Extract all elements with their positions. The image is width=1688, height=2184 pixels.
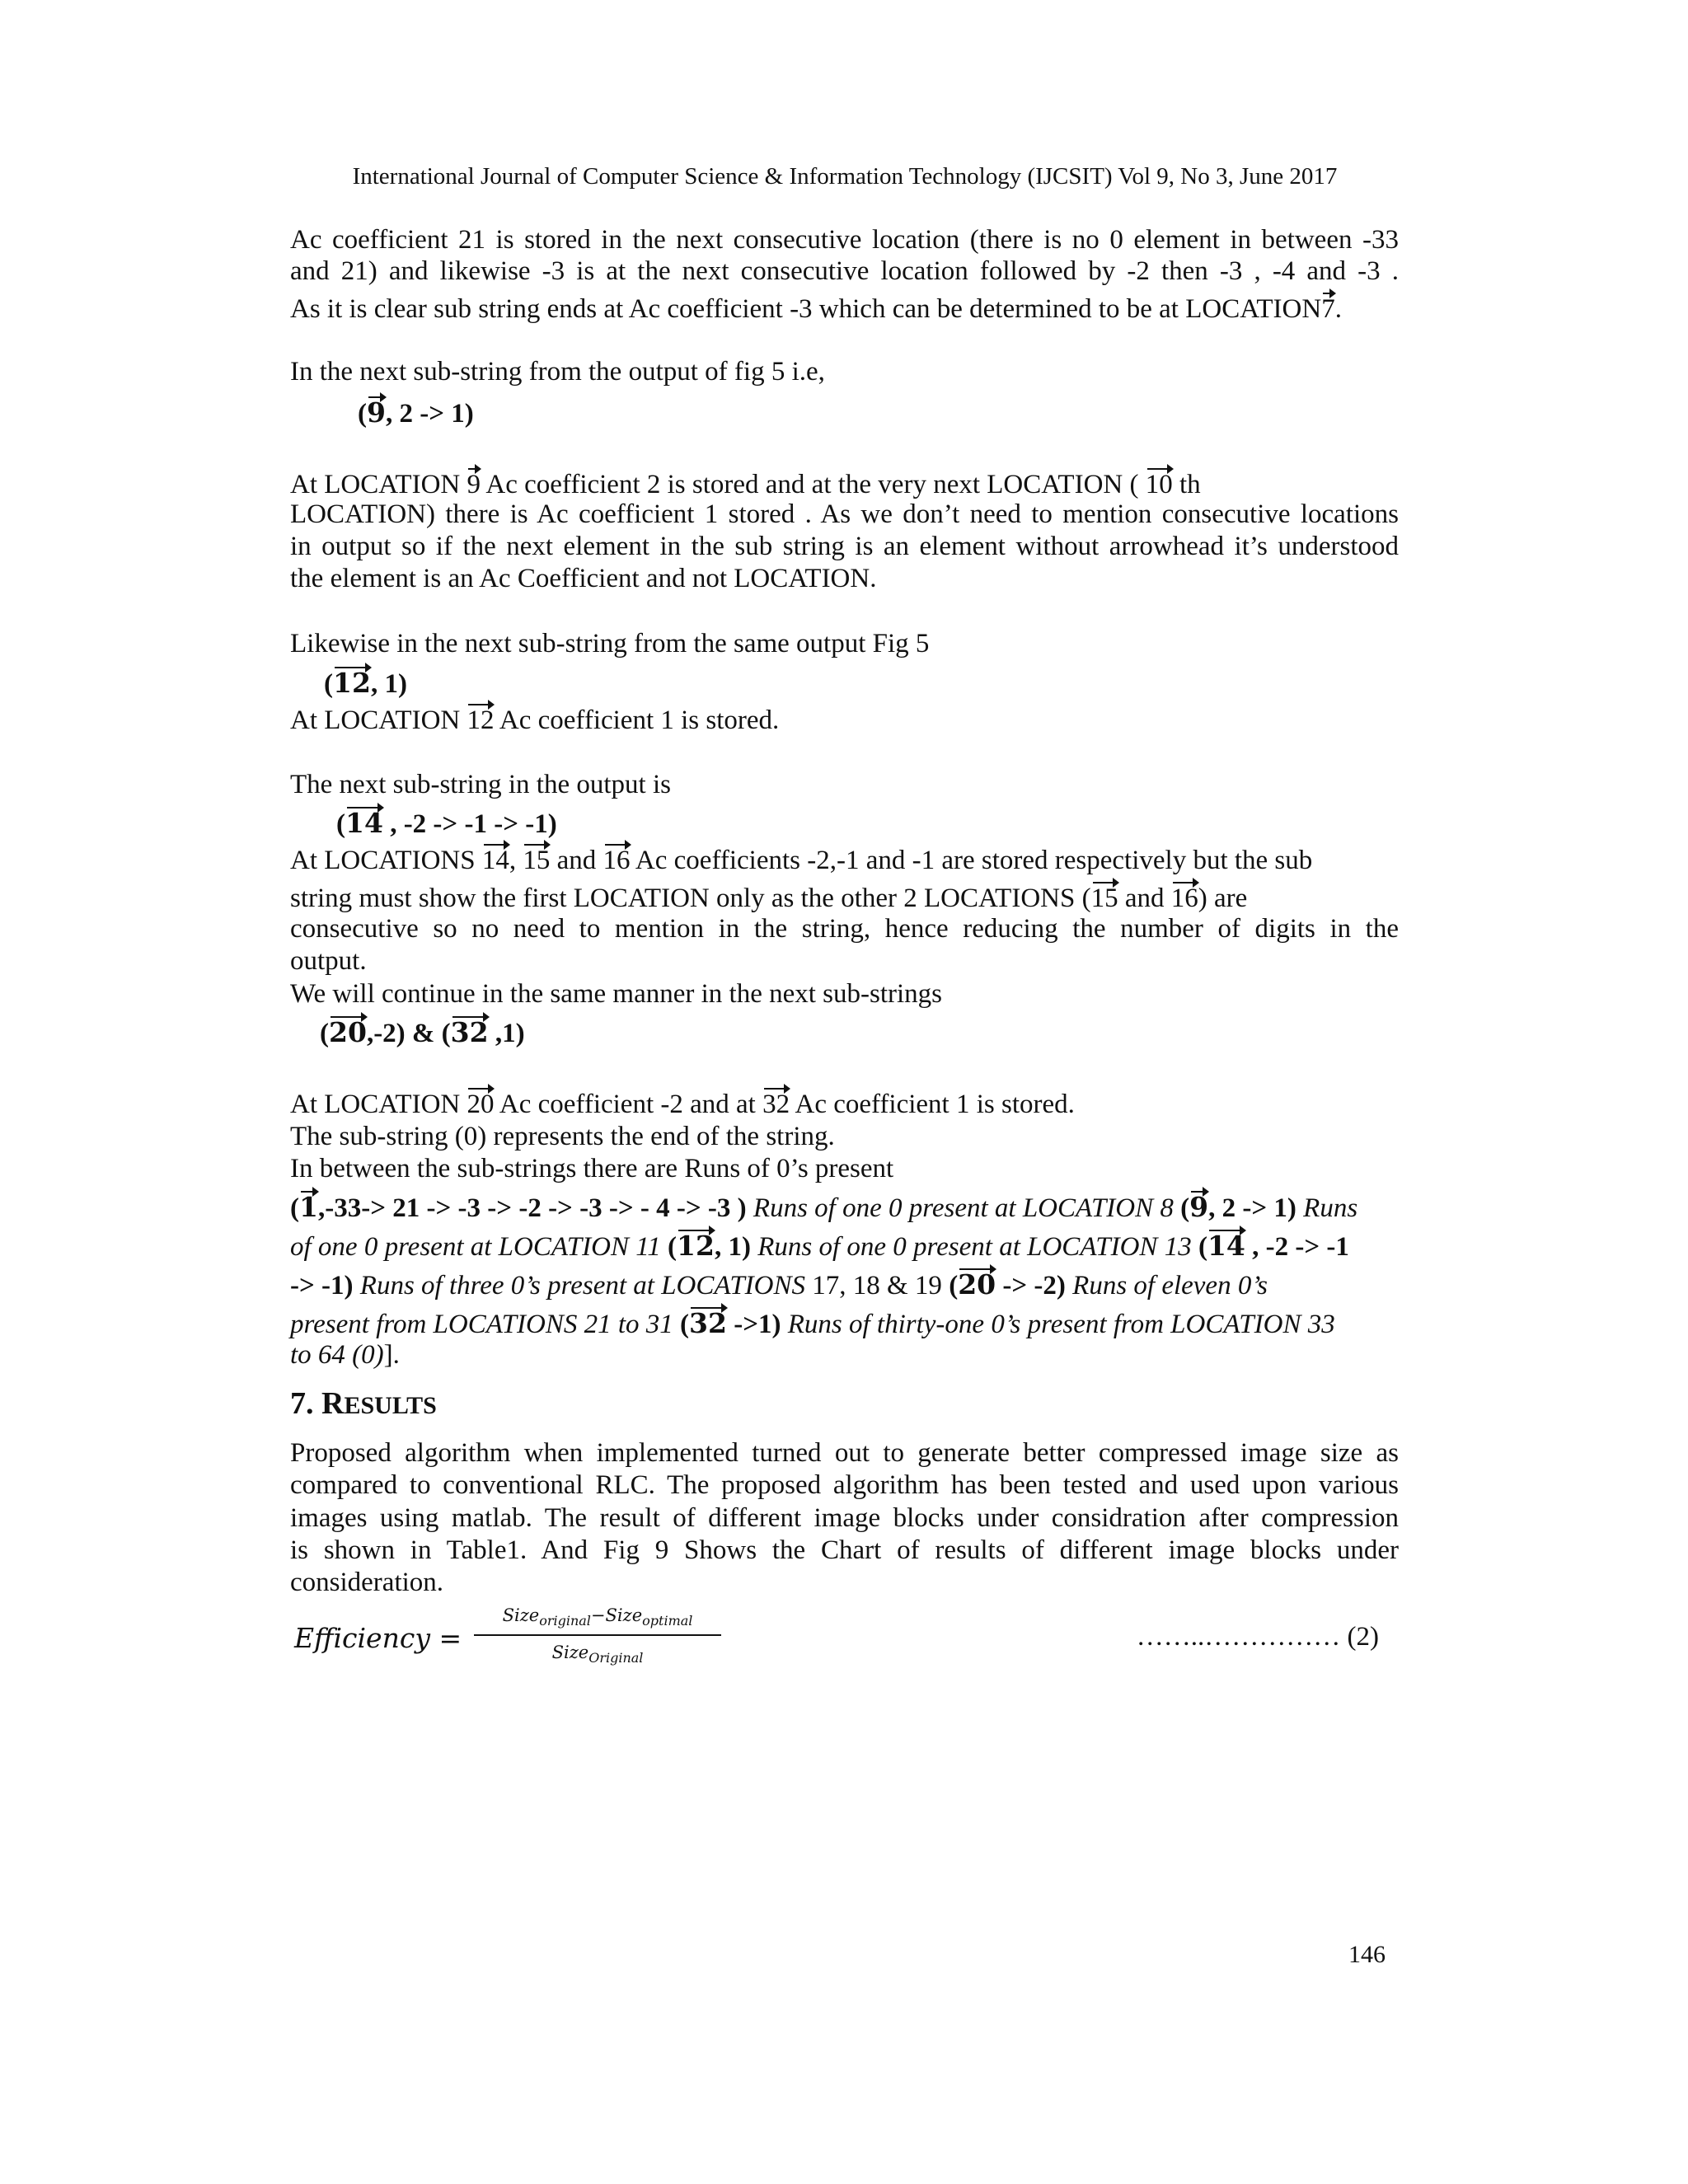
substring-14 bbox=[336, 805, 1445, 841]
paragraph-6-line-1 bbox=[290, 1086, 1399, 1121]
text-run: ) are bbox=[1198, 883, 1248, 913]
paragraph-6-line-3: In between the sub-strings there are Runs of 0’s present bbox=[290, 1154, 894, 1183]
location-vector: 16 bbox=[1171, 880, 1198, 915]
text-run: ( bbox=[949, 1271, 959, 1301]
text-run: -> -2) bbox=[996, 1271, 1066, 1301]
text-run: to 64 (0) bbox=[290, 1340, 384, 1370]
paragraph-1-line-1: Ac coefficient 21 is stored in the next consecutive location (there is no 0 element in between -33 bbox=[290, 225, 1399, 255]
size-term: Size bbox=[551, 1643, 589, 1663]
location-vector: 16 bbox=[603, 842, 631, 877]
text-run: ( bbox=[358, 399, 367, 429]
location-vector: 14 bbox=[1207, 1230, 1245, 1262]
location-vector: 12 bbox=[677, 1230, 715, 1262]
substring-intro: In the next sub-string from the output of fig 5 i.e, bbox=[290, 357, 825, 387]
paragraph-3-line-3: in output so if the next element in the sub string is an element without arrowhead it’s understood bbox=[290, 532, 1399, 561]
text-run: . bbox=[1334, 294, 1342, 324]
section-number: 7. bbox=[290, 1386, 321, 1421]
location-vector: 12 bbox=[333, 667, 371, 699]
text-run: , -2 -> -1 bbox=[1245, 1232, 1349, 1262]
text-run: , -2 -> -1 -> -1) bbox=[382, 809, 557, 839]
leader-dots: ……..…………… bbox=[1136, 1622, 1341, 1652]
location-vector: 32 bbox=[762, 1086, 790, 1121]
subscript: Original bbox=[588, 1650, 644, 1666]
substrings-20-32 bbox=[320, 1015, 1428, 1050]
results-line-5: consideration. bbox=[290, 1568, 444, 1597]
subscript: original bbox=[539, 1613, 591, 1629]
text-run: , bbox=[509, 846, 523, 875]
runs-line-3 bbox=[290, 1267, 1399, 1302]
text-run: Runs of thirty-one 0’s present from LOCATION 33 bbox=[781, 1310, 1335, 1339]
location-vector: 9 bbox=[367, 396, 386, 429]
text-run: Ac coefficient -2 and at bbox=[494, 1090, 763, 1119]
text-run: ]. bbox=[383, 1340, 400, 1370]
equation-lhs: Efficiency = bbox=[294, 1622, 462, 1654]
text-run: Runs of three 0’s present at LOCATIONS bbox=[353, 1271, 813, 1301]
text-run: ( bbox=[336, 809, 345, 839]
location-vector: 32 bbox=[450, 1016, 489, 1048]
location-vector: 12 bbox=[467, 702, 494, 737]
paragraph-6-line-2: The sub-string (0) represents the end of the string. bbox=[290, 1122, 835, 1151]
paragraph-3-line-2: LOCATION) there is Ac coefficient 1 stored . As we don’t need to mention consecutive locations bbox=[290, 499, 1399, 529]
text-run: Runs of one 0 present at LOCATION 13 bbox=[750, 1232, 1198, 1262]
text-run: Ac coefficient 1 is stored. bbox=[494, 705, 780, 735]
next-substring-intro: The next sub-string in the output is bbox=[290, 770, 671, 799]
text-run: Ac coefficients -2,-1 and -1 are stored respectively but the sub bbox=[630, 846, 1313, 875]
section-title-rest: ESULTS bbox=[344, 1392, 437, 1419]
paragraph-1-line-2: and 21) and likewise -3 is at the next consecutive location followed by -2 then -3 , -4 and -3 . bbox=[290, 256, 1399, 286]
location-vector: 10 bbox=[1146, 466, 1173, 501]
text-run: of one 0 present at LOCATION 11 bbox=[290, 1232, 668, 1262]
paragraph-5-line-1 bbox=[290, 842, 1399, 877]
text-run: ( bbox=[290, 1193, 299, 1223]
location-vector: 20 bbox=[467, 1086, 494, 1121]
text-run: ,-2) & ( bbox=[366, 1019, 451, 1048]
page-number: 146 bbox=[1348, 1941, 1386, 1968]
location-vector: 32 bbox=[689, 1307, 727, 1339]
substring-9 bbox=[358, 395, 1466, 430]
equation-number bbox=[1137, 1622, 1379, 1652]
text-run: and bbox=[550, 846, 603, 875]
text-run: , 1) bbox=[370, 669, 407, 699]
equation-label: (2) bbox=[1340, 1622, 1379, 1652]
location-vector: 14 bbox=[345, 807, 383, 839]
minus-sign: − bbox=[590, 1605, 606, 1625]
efficiency-equation bbox=[294, 1604, 1399, 1678]
size-term: Size bbox=[502, 1605, 540, 1625]
runs-line-1 bbox=[290, 1189, 1399, 1225]
paragraph-1-line-3 bbox=[290, 291, 1399, 326]
results-line-3: images using matlab. The result of different image blocks under considration after compression bbox=[290, 1503, 1399, 1533]
paragraph-5-line-2 bbox=[290, 880, 1399, 915]
results-line-1: Proposed algorithm when implemented turned out to generate better compressed image size as bbox=[290, 1438, 1399, 1468]
likewise-intro: Likewise in the next sub-string from the same output Fig 5 bbox=[290, 629, 930, 658]
location-vector: 20 bbox=[329, 1016, 367, 1048]
paragraph-5-line-4: output. bbox=[290, 946, 367, 976]
text-run: present from LOCATIONS 21 to 31 bbox=[290, 1310, 681, 1339]
text-run: At LOCATION bbox=[290, 1090, 467, 1119]
text-run: ( bbox=[680, 1310, 690, 1339]
text-run: string must show the first LOCATION only as the other 2 LOCATIONS ( bbox=[290, 883, 1091, 913]
paragraph-3-line-1 bbox=[290, 466, 1399, 501]
text-run: ( bbox=[320, 1019, 329, 1048]
runs-line-2 bbox=[290, 1228, 1399, 1263]
text-run: ->1) bbox=[726, 1310, 781, 1339]
location-vector: 9 bbox=[467, 466, 481, 501]
text-run: , 1) bbox=[714, 1232, 751, 1262]
results-line-4: is shown in Table1. And Fig 9 Shows the Chart of results of different image blocks under bbox=[290, 1535, 1399, 1565]
location-vector: 20 bbox=[958, 1268, 996, 1301]
equation-fraction bbox=[474, 1604, 721, 1670]
text-run: -> -1) bbox=[290, 1271, 354, 1301]
runs-line-4 bbox=[290, 1305, 1399, 1341]
text-run: th bbox=[1172, 470, 1201, 499]
text-run: Ac coefficient 1 is stored. bbox=[790, 1090, 1075, 1119]
text-run: ( bbox=[1198, 1232, 1207, 1262]
fraction-denominator bbox=[474, 1636, 721, 1670]
location-vector: 9 bbox=[1189, 1191, 1209, 1223]
location-vector: 1 bbox=[299, 1191, 318, 1223]
section-heading-results bbox=[290, 1385, 437, 1422]
size-term: Size bbox=[605, 1605, 643, 1625]
text-run: ( bbox=[1180, 1193, 1190, 1223]
fraction-numerator bbox=[474, 1604, 721, 1636]
text-run: ,-33-> 21 -> -3 -> -2 -> -3 -> - 4 -> -3 ) bbox=[317, 1193, 747, 1223]
text-run: Runs of eleven 0’s bbox=[1065, 1271, 1268, 1301]
paragraph-5-line-3: consecutive so no need to mention in the string, hence reducing the number of digits in the bbox=[290, 914, 1399, 944]
paragraph-3-line-4: the element is an Ac Coefficient and not LOCATION. bbox=[290, 564, 877, 593]
location-12-line bbox=[290, 702, 1399, 737]
text-run: At LOCATIONS bbox=[290, 846, 482, 875]
running-header: International Journal of Computer Science & Information Technology (IJCSIT) Vol 9, No 3, June 2017 bbox=[352, 163, 1338, 190]
text-run: Runs bbox=[1296, 1193, 1358, 1223]
section-title-initial: R bbox=[321, 1386, 345, 1421]
substring-12 bbox=[324, 665, 1432, 701]
text-run: At LOCATION bbox=[290, 705, 467, 735]
text-run: ,1) bbox=[488, 1019, 525, 1048]
text-run: At LOCATION bbox=[290, 470, 467, 499]
text-run: 17, 18 & 19 bbox=[812, 1271, 950, 1301]
paragraph-5-line-5: We will continue in the same manner in the next sub-strings bbox=[290, 979, 943, 1009]
results-line-2: compared to conventional RLC. The proposed algorithm has been tested and used upon various bbox=[290, 1470, 1399, 1500]
text-run: As it is clear sub string ends at Ac coefficient -3 which can be determined to be at LOCATION bbox=[290, 294, 1322, 324]
location-vector: 14 bbox=[482, 842, 509, 877]
location-vector: 15 bbox=[1091, 880, 1118, 915]
text-run: ( bbox=[324, 669, 333, 699]
location-vector: 7 bbox=[1321, 291, 1335, 326]
text-run: ( bbox=[668, 1232, 678, 1262]
text-run: Ac coefficient 2 is stored and at the very next LOCATION ( bbox=[480, 470, 1146, 499]
text-run: and bbox=[1118, 883, 1171, 913]
location-vector: 15 bbox=[523, 842, 550, 877]
text-run: , 2 -> 1) bbox=[1208, 1193, 1296, 1223]
text-run: , 2 -> 1) bbox=[385, 399, 474, 429]
subscript: optimal bbox=[642, 1613, 693, 1629]
text-run: Runs of one 0 present at LOCATION 8 bbox=[746, 1193, 1181, 1223]
runs-line-5 bbox=[290, 1338, 1399, 1371]
